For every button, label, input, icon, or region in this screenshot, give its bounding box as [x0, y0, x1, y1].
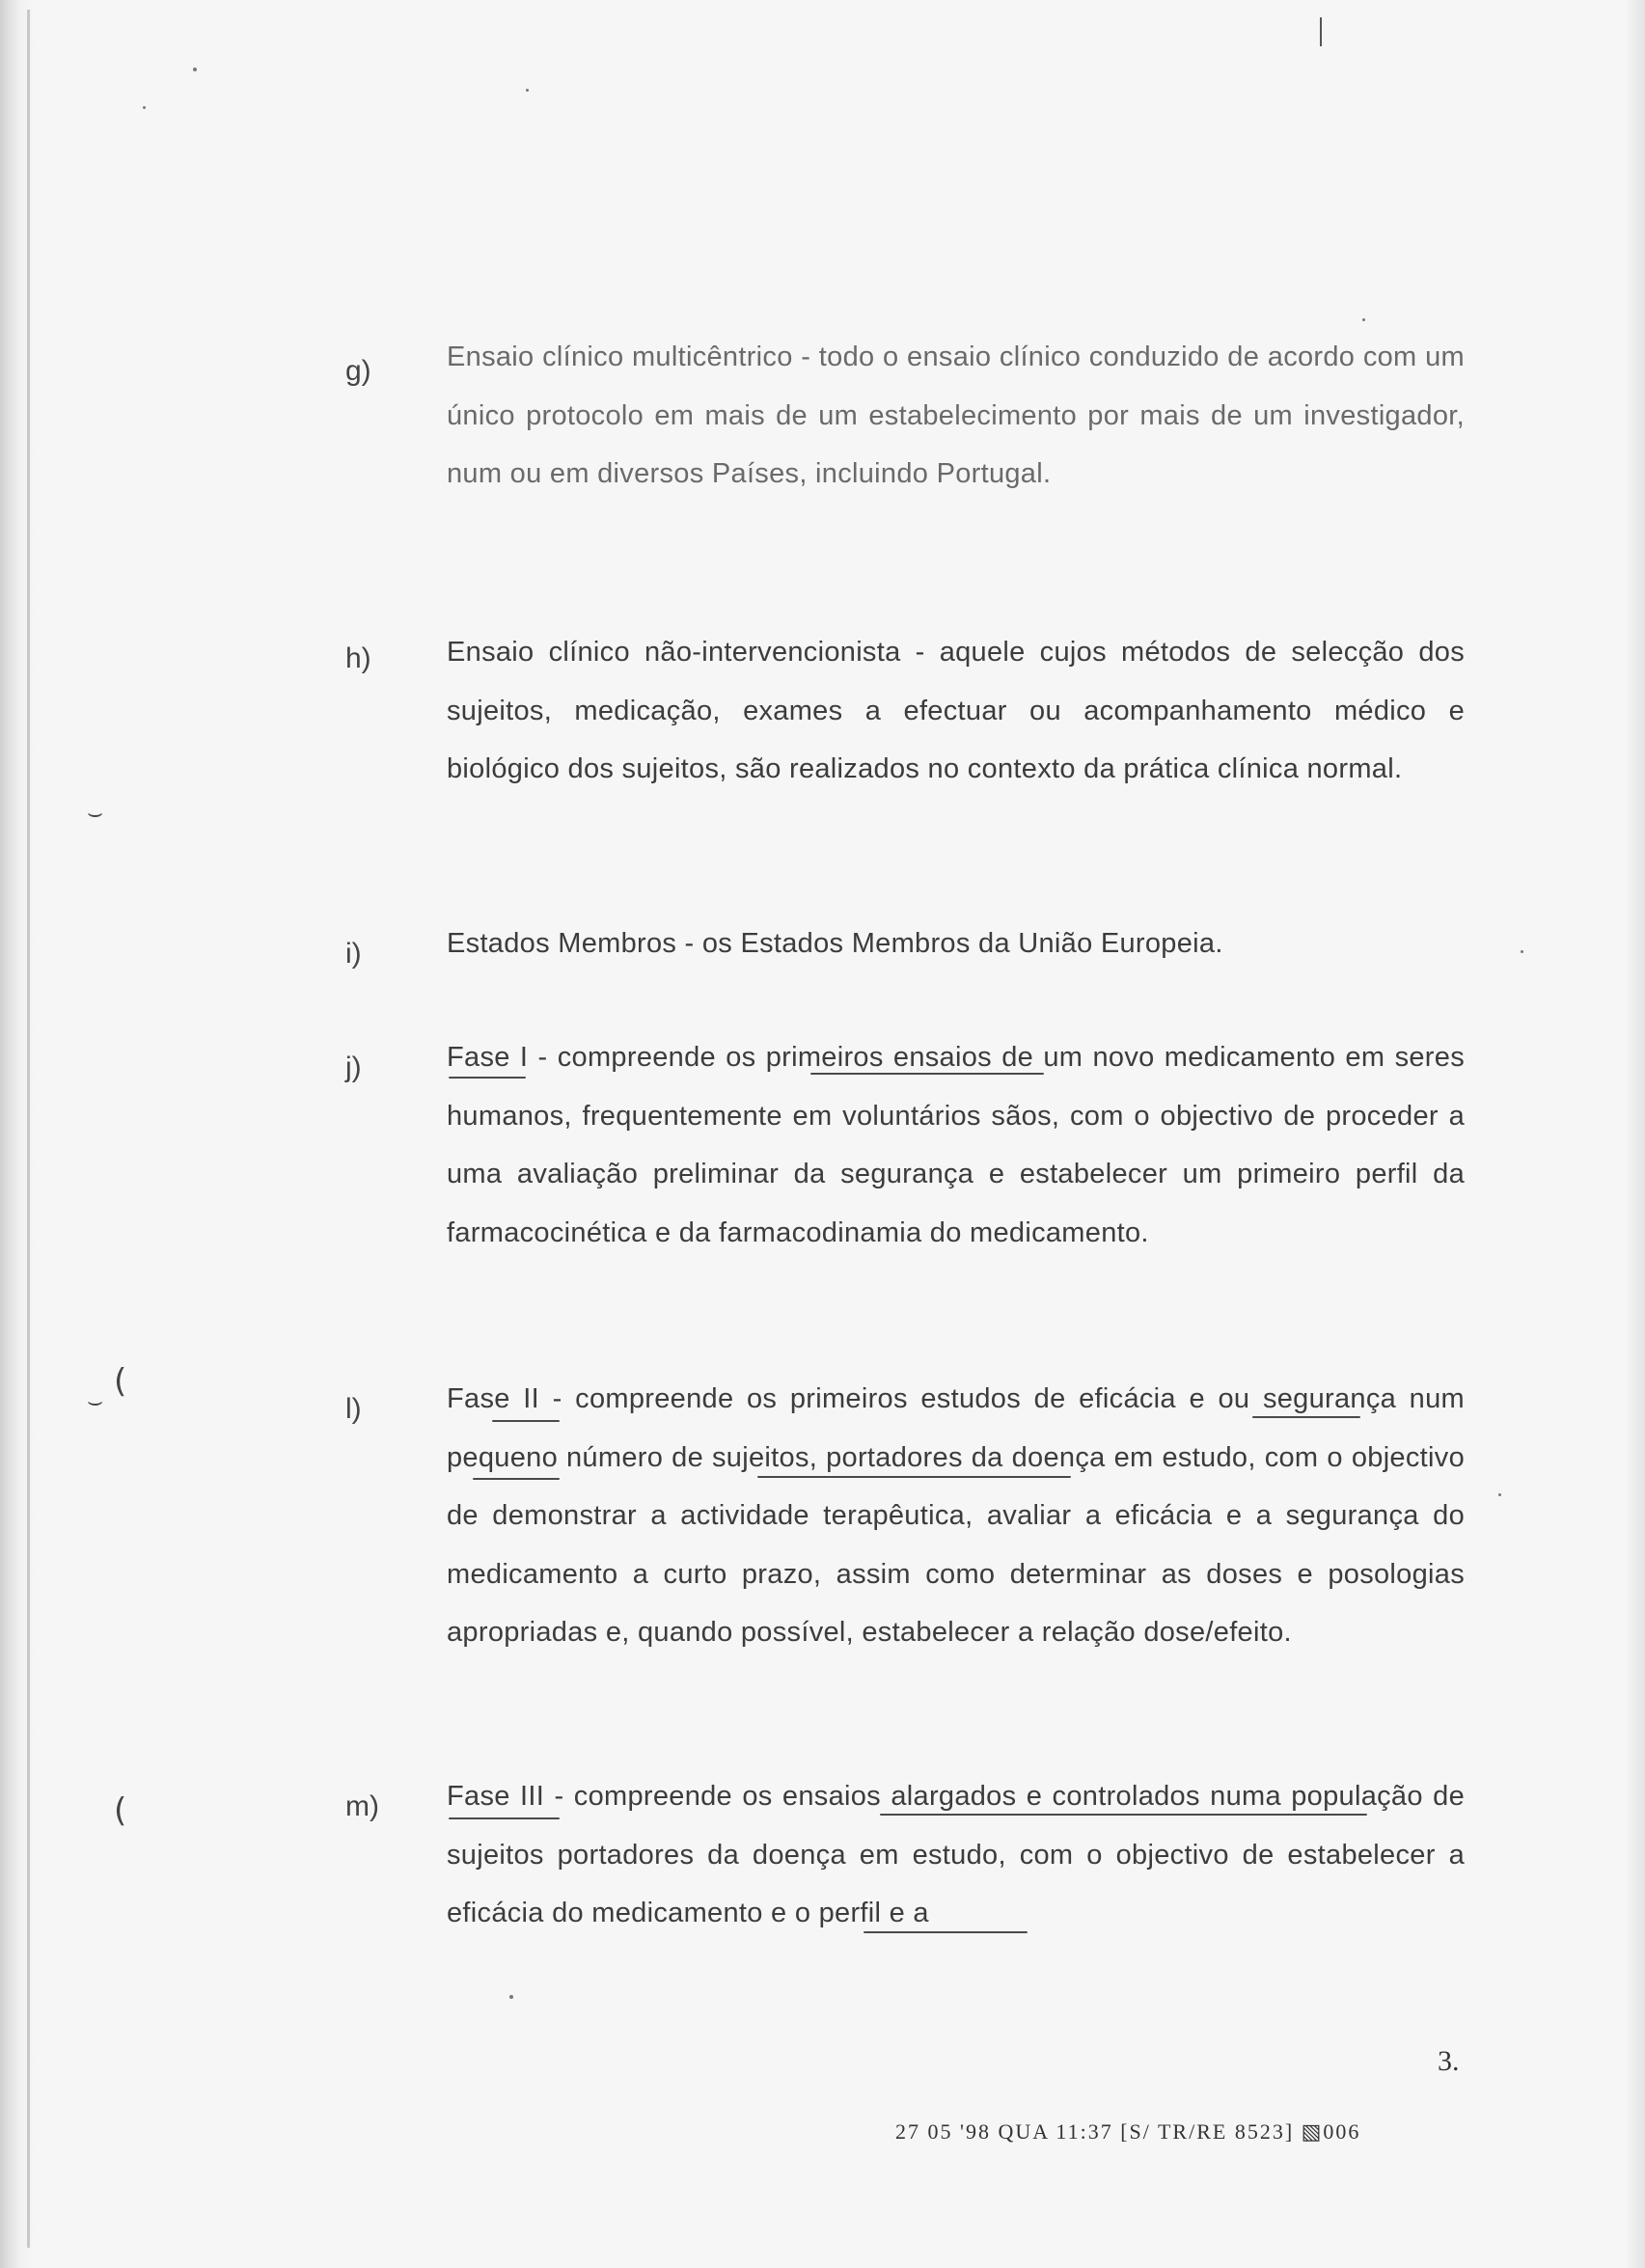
margin-tick-mark: ⌣	[87, 1387, 104, 1416]
definition-label: h)	[345, 642, 371, 674]
page-number: 3.	[1438, 2045, 1460, 2077]
handwritten-underline	[1252, 1416, 1360, 1418]
definition-label: i)	[345, 938, 362, 970]
scan-speck	[143, 106, 146, 109]
definition-text: Fase II - compreende os primeiros estudos de eficácia e ou segurança num pequeno número de sujeitos, portadores da doença em estudo, com o objectivo de demonstrar a actividade terapêutica, avaliar a eficácia e a segurança do medicamento a curto prazo, assim como determinar as doses e posologias apropriadas e, quando possível, estabelecer a relação dose/efeito.	[447, 1383, 1465, 1648]
margin-bracket-mark: (	[114, 1791, 127, 1830]
scan-right-edge	[1624, 0, 1645, 2268]
scan-left-edge	[0, 0, 37, 2268]
fax-transmission-footer: 27 05 '98 QUA 11:37 [S/ TR/RE 8523] ▧006	[895, 2119, 1361, 2144]
scan-edge-line	[27, 10, 30, 2248]
scan-speck	[193, 68, 197, 71]
handwritten-underline	[492, 1420, 560, 1422]
definition-text: Fase I - compreende os primeiros ensaios de um novo medicamento em seres humanos, frequentemente em voluntários sãos, com o objectivo de proceder a uma avaliação preliminar da segurança e estabelecer um primeiro perfil da farmacocinética e da farmacodinamia do medicamento.	[447, 1042, 1465, 1248]
margin-bracket-mark: (	[114, 1362, 127, 1401]
definition-label: g)	[345, 355, 371, 387]
scan-speck	[509, 1995, 513, 1999]
definition-text: Estados Membros - os Estados Membros da União Europeia.	[447, 928, 1223, 959]
definition-label: m)	[345, 1790, 379, 1822]
handwritten-underline	[880, 1814, 1367, 1816]
definition-label: j)	[345, 1052, 362, 1083]
handwritten-underline	[757, 1476, 1071, 1478]
handwritten-underline	[864, 1931, 1028, 1933]
scan-speck	[1521, 950, 1523, 953]
handwritten-underline	[449, 1817, 560, 1819]
scan-speck	[1362, 318, 1365, 321]
definition-label: l)	[345, 1393, 362, 1425]
definition-text: Ensaio clínico não-intervencionista - aquele cujos métodos de selecção dos sujeitos, medicação, exames a efectuar ou acompanhamento médico e biológico dos sujeitos, são realizados no contexto da prática clínica normal.	[447, 637, 1465, 784]
definition-text: Fase III - compreende os ensaios alargados e controlados numa população de sujeitos portadores da doença em estudo, com o objectivo de estabelecer a eficácia do medicamento e o perfil e a	[447, 1781, 1465, 1928]
handwritten-underline	[473, 1478, 560, 1480]
scan-mark	[1320, 17, 1322, 46]
scan-speck	[1498, 1493, 1501, 1496]
margin-tick-mark: ⌣	[87, 799, 104, 828]
scan-speck	[526, 89, 529, 92]
handwritten-underline	[810, 1073, 1044, 1075]
handwritten-underline	[449, 1077, 526, 1079]
definition-text: Ensaio clínico multicêntrico - todo o ensaio clínico conduzido de acordo com um único protocolo em mais de um estabelecimento por mais de um investigador, num ou em diversos Países, incluindo Portugal.	[447, 342, 1465, 489]
